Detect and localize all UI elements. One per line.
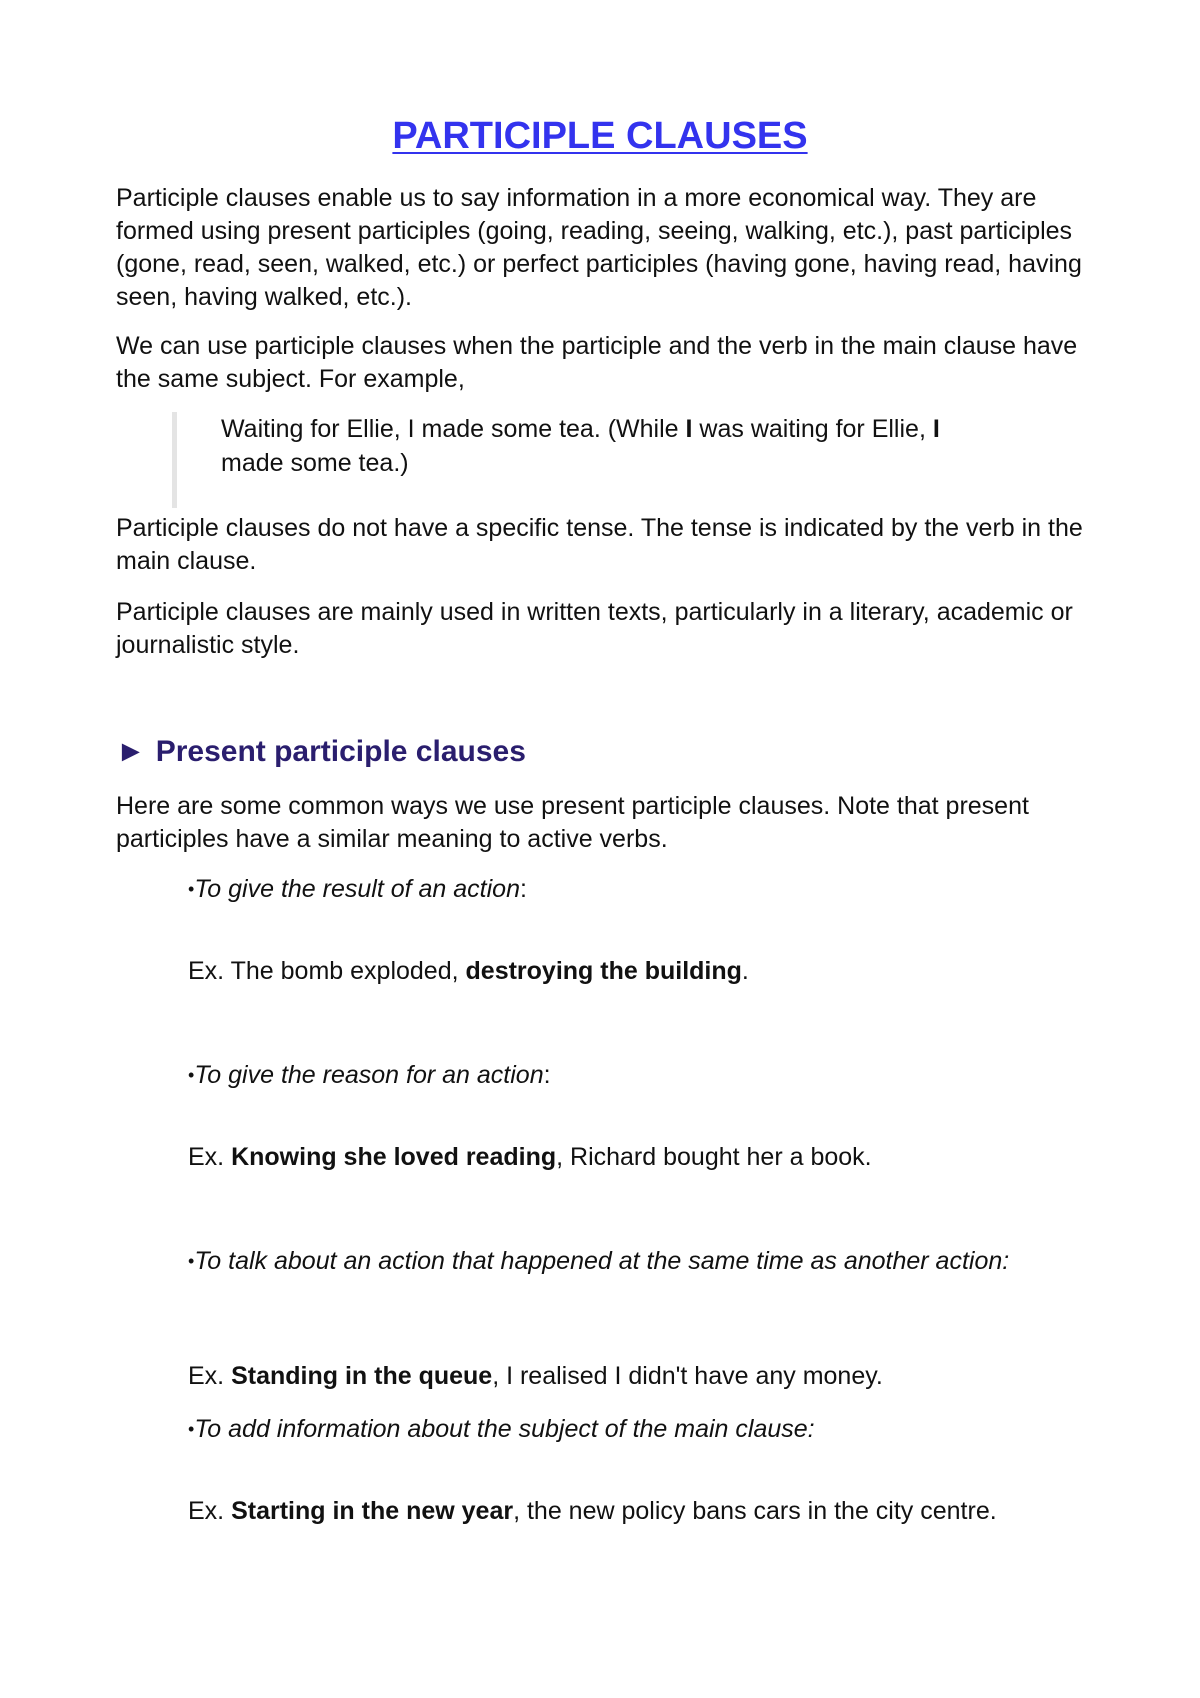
example-text: , Richard bought her a book. [556, 1143, 872, 1171]
usage-bullet [188, 1058, 1068, 1092]
example-text: , the new policy bans cars in the city centre. [513, 1497, 997, 1525]
usage-bullet [188, 1244, 1068, 1278]
example-prefix: Ex. [188, 1497, 232, 1525]
usage-label: To add information about the subject of the main clause: [194, 1415, 815, 1443]
usage-example [188, 1495, 1068, 1528]
example-text: , I realised I didn't have any money. [492, 1362, 883, 1390]
usage-example [188, 1360, 1068, 1393]
usage-bullet [188, 1412, 1068, 1446]
bullet-icon: • [188, 1251, 195, 1271]
intro-paragraph-3: Participle clauses do not have a specific tense. The tense is indicated by the verb in the main clause. [116, 514, 1083, 575]
example-participle-clause: Standing in the queue [231, 1362, 493, 1390]
section-heading [116, 732, 526, 772]
usage-bullet [188, 872, 1068, 906]
intro-paragraph-4: Participle clauses are mainly used in written texts, particularly in a literary, academic or journalistic style. [116, 598, 1073, 659]
example-text: . [741, 957, 749, 985]
usage-label: To give the result of an action [194, 875, 520, 903]
usage-colon: : [543, 1061, 551, 1089]
quote-text-part: made some tea.) [221, 449, 409, 477]
bullet-icon: • [188, 1065, 195, 1085]
example-participle-clause: Knowing she loved reading [231, 1143, 557, 1171]
bullet-icon: • [188, 1419, 195, 1439]
intro-paragraph-1: Participle clauses enable us to say information in a more economical way. They are formed using present participles (going, reading, seeing, walking, etc.), past participles (gone, read, seen, walked, etc.) or perfect participles (having gone, having read, having seen, having walked, etc.). [116, 184, 1082, 311]
example-prefix: Ex. [188, 1143, 232, 1171]
example-quote-block [172, 412, 977, 508]
example-participle-clause: Starting in the new year [231, 1497, 514, 1525]
intro-paragraph-2: We can use participle clauses when the participle and the verb in the main clause have the same subject. For example, [116, 332, 1078, 393]
section-intro-paragraph: Here are some common ways we use present participle clauses. Note that present participles have a similar meaning to active verbs. [116, 792, 1029, 853]
usage-label: To give the reason for an action [194, 1061, 544, 1089]
triangle-arrow-icon: ► [116, 735, 146, 768]
bullet-icon: • [188, 879, 195, 899]
usage-example [188, 955, 1068, 988]
example-participle-clause: destroying the building [465, 957, 742, 985]
page-title: PARTICIPLE CLAUSES [392, 115, 808, 157]
section-heading-text: Present participle clauses [155, 735, 526, 768]
usage-label: To talk about an action that happened at the same time as another action: [194, 1247, 1010, 1275]
quote-text-part: was waiting for Ellie, [692, 415, 933, 443]
quote-text-part: Waiting for Ellie, I made some tea. (While [221, 415, 686, 443]
example-quote-text [221, 412, 961, 480]
quote-subject-bold: I [932, 415, 940, 443]
usage-example [188, 1141, 1068, 1174]
usage-colon: : [519, 875, 527, 903]
example-prefix: Ex. [188, 1362, 232, 1390]
example-prefix: Ex. [188, 957, 231, 985]
example-text: The bomb exploded, [230, 957, 466, 985]
quote-subject-bold: I [685, 415, 693, 443]
